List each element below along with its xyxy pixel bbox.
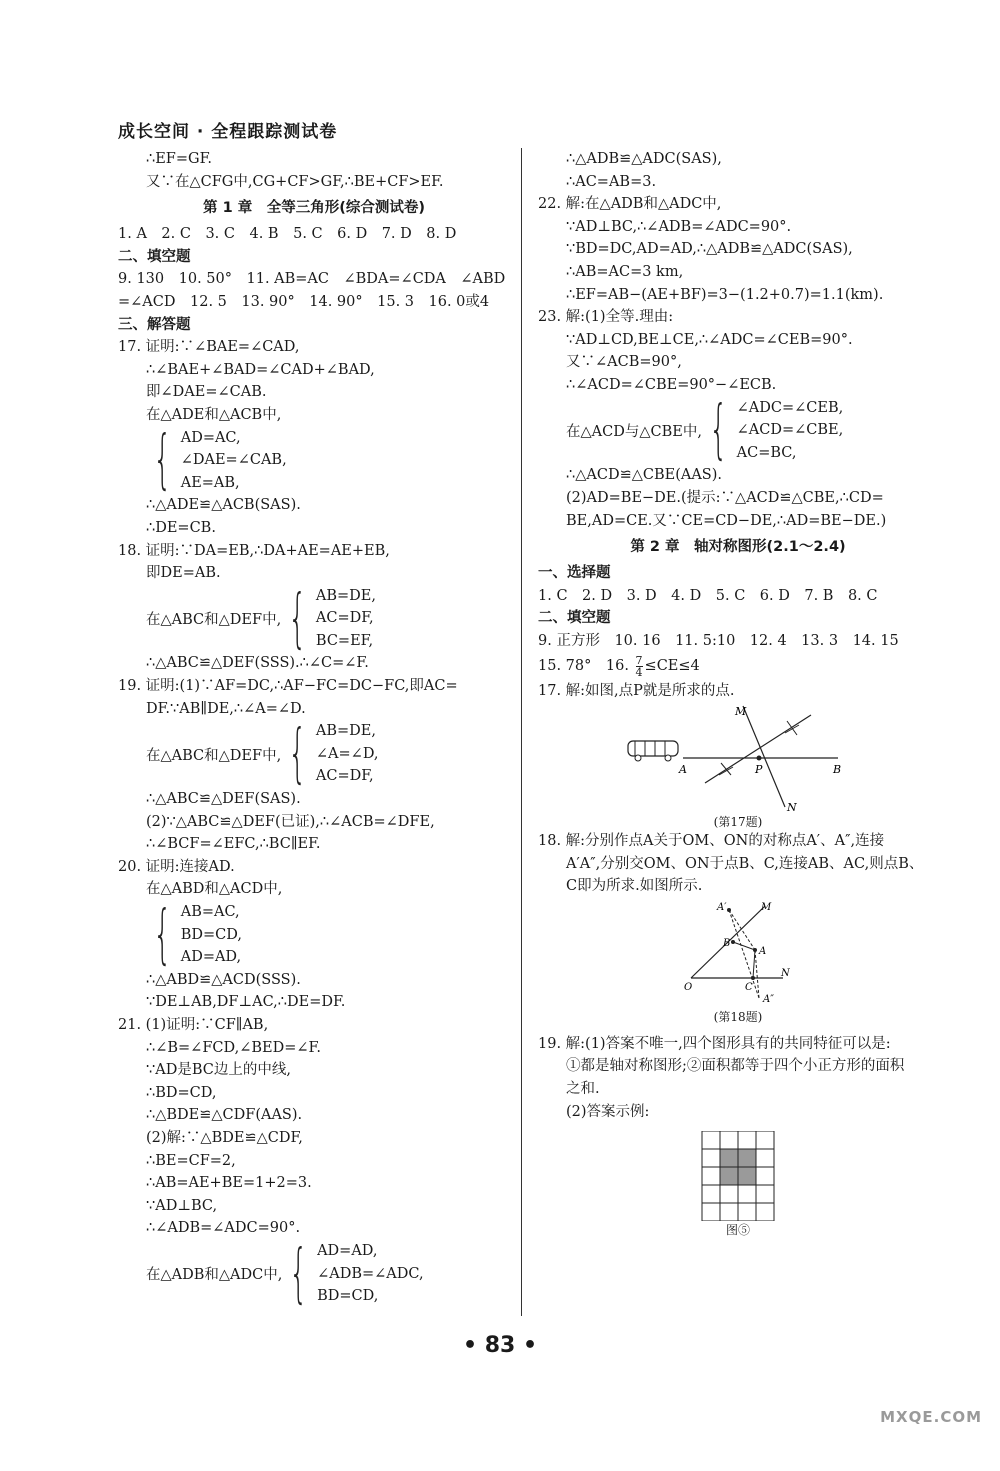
q22-line: ∴AB=AC=3 km,	[566, 263, 684, 280]
page-header: 成长空间 · 全程跟踪测试卷	[118, 122, 338, 142]
point-c	[751, 976, 755, 980]
equation-system	[118, 581, 510, 656]
fraction-denominator: 4	[635, 665, 643, 679]
label-a: A	[679, 763, 687, 777]
brace-symbol: {	[288, 717, 307, 792]
point-p	[757, 756, 762, 761]
q22-line: ∴EF=AB−(AE+BF)=3−(1.2+0.7)=1.1(km).	[566, 286, 884, 303]
figure-caption: (第17题)	[713, 815, 763, 830]
right-column	[538, 148, 938, 1238]
section-heading: 二、填空题	[538, 610, 611, 627]
brace-symbol: {	[153, 897, 172, 972]
q20-line: ∵DE⊥AB,DF⊥AC,∴DE=DF.	[146, 994, 346, 1011]
q18-line: C即为所求.如图所示.	[566, 878, 703, 895]
segment-ab	[733, 942, 755, 950]
brace-symbol: {	[289, 1236, 308, 1311]
fill-answers: 9. 正方形 10. 16 11. 5:10 12. 4 13. 3 14. 15	[538, 632, 899, 649]
label-c: C	[745, 981, 753, 993]
figure-17	[538, 703, 938, 830]
line-mn	[743, 706, 785, 807]
system-prefix: 在△ACD与△CBE中,	[566, 423, 702, 440]
q21-line: ∴AB=AE+BE=1+2=3.	[146, 1175, 312, 1192]
figure-17-diagram	[623, 703, 853, 813]
system-line: AC=BC,	[736, 444, 797, 461]
system-line: ∠ADB=∠ADC,	[317, 1265, 424, 1282]
fill-answers: 9. 130 10. 50° 11. AB=AC ∠BDA=∠CDA ∠ABD	[118, 271, 506, 288]
label-m: M	[735, 705, 747, 719]
q19-line: ①都是轴对称图形;②面积都等于四个小正方形的面积	[566, 1058, 905, 1075]
equation-system	[118, 423, 510, 498]
system-line: AB=AC,	[180, 904, 240, 920]
chapter2-title: 第 2 章 轴对称图形(2.1～2.4)	[630, 539, 846, 556]
system-prefix: 在△ABC和△DEF中,	[146, 747, 282, 764]
system-line: ∠ADC=∠CEB,	[736, 399, 844, 416]
system-prefix: 在△ADB和△ADC中,	[146, 1267, 283, 1284]
q21-line: ∴BE=CF=2,	[146, 1152, 236, 1169]
system-line: AC=DF,	[315, 610, 374, 627]
label-n: N	[781, 967, 790, 979]
system-line: ∠A=∠D,	[315, 745, 379, 762]
figure-caption: 图⑤	[725, 1223, 750, 1238]
watermark: MXQE.COM	[880, 1408, 982, 1426]
label-p: P	[755, 763, 763, 777]
equation-system	[118, 897, 510, 972]
system-line: AD=AD,	[317, 1242, 378, 1259]
chapter1-title: 第 1 章 全等三角形(综合测试卷)	[203, 200, 425, 217]
q17-line: 即∠DAE=∠CAB.	[146, 384, 267, 401]
equation-system	[538, 393, 938, 468]
q17-line: 17. 证明:∵∠BAE=∠CAD,	[118, 339, 300, 356]
system-line: ∠ACD=∠CBE,	[736, 422, 844, 439]
q19-line: DF.∵AB∥DE,∴∠A=∠D.	[146, 700, 306, 717]
grid-figure	[693, 1131, 783, 1221]
section-heading: 二、填空题	[118, 248, 191, 265]
q21-line: ∵AD⊥BC,	[146, 1197, 218, 1214]
text-line: ∴△ADB≌△ADC(SAS),	[566, 151, 722, 167]
text-line: 又∵在△CFG中,CG+CF>GF,∴BE+CF>EF.	[146, 173, 444, 190]
bus-icon	[628, 741, 678, 761]
q21-line: ∵AD是BC边上的中线,	[146, 1062, 291, 1079]
q22-line: 22. 解:在△ADB和△ADC中,	[538, 196, 722, 213]
arc-mark-2	[785, 721, 799, 735]
q23-line: ∴∠ACD=∠CBE=90°−∠ECB.	[566, 376, 777, 393]
q19-line: ∴∠BCF=∠EFC,∴BC∥EF.	[146, 836, 321, 853]
figure-19	[538, 1131, 938, 1238]
q19-line: 之和.	[566, 1081, 600, 1098]
fill-text: ≤CE≤4	[644, 658, 700, 675]
q18-line: ∴△ABC≌△DEF(SSS).∴∠C=∠F.	[146, 655, 369, 672]
fill-text: 15. 78° 16.	[538, 658, 629, 675]
q21-line: ∴∠ADB=∠ADC=90°.	[146, 1220, 301, 1237]
q23-line: ∴△ACD≌△CBE(AAS).	[566, 467, 723, 484]
q19-line: 19. 解:(1)答案不唯一,四个图形具有的共同特征可以是:	[538, 1035, 891, 1052]
label-a: A	[759, 945, 767, 957]
q19-line: 19. 证明:(1)∵AF=DC,∴AF−FC=DC−FC,即AC=	[118, 678, 458, 695]
fraction	[636, 655, 643, 678]
column-divider	[521, 148, 522, 1316]
q18-line: 18. 解:分别作点A关于OM、ON的对称点A′、A″,连接	[538, 833, 885, 850]
figure-18-diagram	[683, 898, 793, 1008]
system-line: AB=DE,	[315, 723, 377, 740]
point-a1	[727, 908, 731, 912]
q17-line: 在△ADE和△ACB中,	[146, 406, 282, 423]
q17-line: ∴∠BAE+∠BAD=∠CAD+∠BAD,	[146, 361, 375, 378]
fill-answers: =∠ACD 12. 5 13. 90° 14. 90° 15. 3 16. 0或4	[118, 293, 490, 310]
q23-line: ∵AD⊥CD,BE⊥CE,∴∠ADC=∠CEB=90°.	[566, 331, 853, 348]
grid-lines	[702, 1131, 774, 1221]
left-column	[118, 148, 510, 1311]
system-prefix: 在△ABC和△DEF中,	[146, 612, 282, 629]
system-line: ∠DAE=∠CAB,	[180, 452, 287, 469]
label-n: N	[787, 801, 797, 814]
section-heading: 三、解答题	[118, 316, 191, 333]
brace-symbol: {	[288, 581, 307, 656]
q23-line: (2)AD=BE−DE.(提示:∵△ACD≌△CBE,∴CD=	[566, 489, 884, 506]
q23-line: 23. 解:(1)全等.理由:	[538, 309, 674, 326]
q19-line: (2)答案示例:	[566, 1103, 650, 1120]
q20-line: 在△ABD和△ACD中,	[146, 881, 283, 898]
q17-line: ∴△ADE≌△ACB(SAS).	[146, 497, 301, 514]
brace-symbol: {	[709, 393, 728, 468]
segment-ac	[753, 950, 755, 978]
system-line: BC=EF,	[315, 632, 374, 649]
label-a2: A″	[763, 993, 774, 1005]
q21-line: ∴△BDE≌△CDF(AAS).	[146, 1107, 303, 1124]
label-a1: A′	[717, 901, 727, 913]
q19-line: ∴△ABC≌△DEF(SAS).	[146, 791, 301, 808]
system-line: AC=DF,	[315, 768, 374, 785]
system-line: AE=AB,	[180, 474, 240, 491]
point-a	[753, 948, 757, 952]
fill-answers	[538, 652, 938, 680]
section-heading: 一、选择题	[538, 565, 611, 582]
fraction-numerator: 7	[635, 653, 643, 667]
q22-line: ∵BD=DC,AD=AD,∴△ADB≌△ADC(SAS),	[566, 241, 853, 258]
q18-line: A′A″,分别交OM、ON于点B、C,连接AB、AC,则点B、	[566, 855, 924, 872]
text-line: ∴AC=AB=3.	[566, 173, 657, 190]
label-b: B	[833, 763, 842, 777]
equation-system	[118, 717, 510, 792]
page-number: • 83 •	[462, 1333, 538, 1358]
q20-line: ∴△ABD≌△ACD(SSS).	[146, 971, 301, 988]
q17-line: 17. 解:如图,点P就是所求的点.	[538, 683, 735, 700]
q19-line: (2)∵△ABC≌△DEF(已证),∴∠ACB=∠DFE,	[146, 813, 435, 830]
figure-18	[538, 898, 938, 1025]
q21-line: ∴BD=CD,	[146, 1084, 217, 1101]
q23-line: 又∵∠ACB=90°,	[566, 354, 682, 371]
q17-line: ∴DE=CB.	[146, 519, 216, 536]
equation-system	[118, 1236, 510, 1311]
label-o: O	[684, 981, 693, 993]
label-m: M	[761, 901, 772, 913]
q23-line: BE,AD=CE.又∵CE=CD−DE,∴AD=BE−DE.)	[566, 512, 887, 529]
q21-line: 21. (1)证明:∵CF∥AB,	[118, 1016, 269, 1033]
system-line: AD=AD,	[180, 949, 242, 966]
q22-line: ∵AD⊥BC,∴∠ADB=∠ADC=90°.	[566, 218, 792, 235]
segment-a1-a	[729, 910, 755, 950]
system-line: AD=AC,	[180, 429, 241, 446]
q20-line: 20. 证明:连接AD.	[118, 858, 235, 875]
text-line: ∴EF=GF.	[146, 151, 213, 167]
q21-line: (2)解:∵△BDE≌△CDF,	[146, 1129, 303, 1146]
choice-answers: 1. A 2. C 3. C 4. B 5. C 6. D 7. D 8. D	[118, 226, 457, 243]
system-line: BD=CD,	[180, 926, 242, 943]
q21-line: ∴∠B=∠FCD,∠BED=∠F.	[146, 1039, 321, 1056]
figure-caption: (第18题)	[713, 1009, 763, 1024]
system-line: BD=CD,	[317, 1288, 379, 1305]
choice-answers: 1. C 2. D 3. D 4. D 5. C 6. D 7. B 8. C	[538, 587, 878, 604]
label-b: B	[723, 937, 731, 949]
q18-line: 即DE=AB.	[146, 565, 221, 582]
q18-line: 18. 证明:∵DA=EB,∴DA+AE=AE+EB,	[118, 542, 390, 559]
point-b	[731, 940, 735, 944]
brace-symbol: {	[153, 423, 172, 498]
system-line: AB=DE,	[315, 587, 377, 604]
